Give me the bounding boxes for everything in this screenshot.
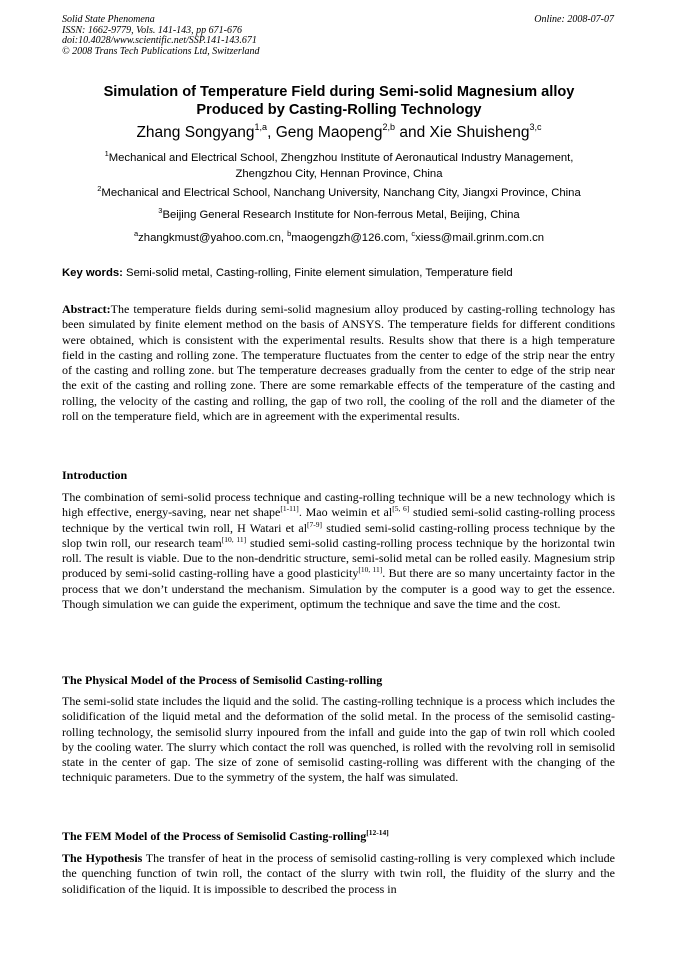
physical-model-paragraph: The semi-solid state includes the liquid and the solid. The casting-rolling technique is a process which includes the solidification of the liquid metal and the deformation of the solid metal. In the process of the semisolid casting-rolling technology, the semisolid slurry inpoured from the infall and guide into the gap of twin roll which cooled by the cooling water. The slurry which contact the roll was quenched, is rolled with the revolving roll in semisolid state in the center of gap. The size of zone of semisolid casting-rolling was different with the changing of the techniquic parameters. Due to the symmetry of the system, the half was simulated. bbox=[62, 694, 615, 785]
doi-line: doi:10.4028/www.scientific.net/SSP.141-143.671 bbox=[62, 35, 257, 46]
affiliation-1-sup: 1 bbox=[104, 149, 109, 159]
author-3: Xie Shuisheng bbox=[429, 124, 530, 141]
affiliation-3-sup: 3 bbox=[158, 206, 163, 216]
hypothesis-paragraph bbox=[62, 851, 615, 897]
abstract bbox=[62, 302, 615, 424]
affiliation-2-text: Mechanical and Electrical School, Nanchang University, Nanchang City, Jiangxi Province, China bbox=[101, 187, 581, 199]
journal-name: Solid State Phenomena bbox=[62, 14, 155, 25]
citation: [10, 11] bbox=[358, 565, 383, 575]
citation: [1-11] bbox=[280, 504, 299, 514]
author-sep-1: , bbox=[267, 124, 276, 141]
author-1-sup: 1,a bbox=[254, 121, 268, 132]
keywords-text: Semi-solid metal, Casting-rolling, Finite element simulation, Temperature field bbox=[122, 267, 513, 279]
author-3-sup: 3,c bbox=[529, 121, 542, 132]
keywords bbox=[62, 265, 616, 281]
physical-model-heading: The Physical Model of the Process of Semisolid Casting-rolling bbox=[62, 673, 383, 687]
email-c: xiess@mail.grinm.com.cn bbox=[415, 232, 545, 244]
introduction-heading: Introduction bbox=[62, 468, 128, 482]
citation: [12-14] bbox=[366, 828, 389, 837]
online-date: Online: 2008-07-07 bbox=[534, 14, 614, 25]
author-list bbox=[62, 121, 616, 142]
author-2: Geng Maopeng bbox=[275, 124, 383, 141]
affiliation-1 bbox=[62, 150, 616, 182]
fem-heading-text: The FEM Model of the Process of Semisolid Casting-rolling bbox=[62, 829, 367, 843]
introduction-paragraph bbox=[62, 490, 615, 612]
abstract-label: Abstract: bbox=[62, 302, 111, 316]
citation: [10, 11] bbox=[221, 534, 247, 544]
journal-header bbox=[62, 15, 260, 57]
intro-text-2: . Mao weimin et al bbox=[298, 505, 393, 520]
affiliation-3-text: Beijing General Research Institute for Non-ferrous Metal, Beijing, China bbox=[162, 209, 520, 221]
abstract-text: The temperature fields during semi-solid magnesium alloy produced by casting-rolling technology has been simulated by finite element method on the basis of ANSYS. The temperature fields for different conditions were obtained, which is consistent with the experimental results. Results show that there is a high temperature field in the casting and rolling zone. The temperature fluctuates from the center to edge of the strip near the entry of the casting and rolling zone. but The temperature decreases gradually from the center to edge of the strip near the exit of the casting and rolling zone. There are some remarkable effects of the temperature of the casting and rolling, the velocity of the casting and rolling, the gap of two roll, the cooling of the roll and the diameter of the roll on the temperature field, which are in agreement with the experimental results. bbox=[62, 302, 615, 424]
intro-text-3: studied semi-solid casting-rolling process technique by the vertical twin roll, H Watari et al bbox=[62, 505, 615, 535]
email-b-sup: b bbox=[287, 229, 292, 239]
affiliation-2 bbox=[62, 185, 616, 201]
intro-text-6: . But there are so many uncertainty factor in the process that we don’t understand the mechanism. Simulation by the computer is a good way to get the essence. Though simulation we can guide the experiment, optimum the technique and save the time and the cost. bbox=[62, 566, 615, 612]
citation: [7-9] bbox=[307, 519, 323, 529]
affiliation-2-sup: 2 bbox=[97, 184, 102, 194]
paper-title bbox=[62, 83, 616, 119]
affiliation-1-line-1: Mechanical and Electrical School, Zhengzhou Institute of Aeronautical Industry Management, bbox=[108, 152, 574, 164]
email-b: maogengzh@126.com, bbox=[291, 232, 412, 244]
fem-model-heading bbox=[62, 829, 615, 844]
email-a: zhangkmust@yahoo.com.cn, bbox=[138, 232, 288, 244]
keywords-label: Key words: bbox=[62, 267, 123, 279]
hypothesis-label: The Hypothesis bbox=[62, 851, 143, 865]
intro-text-4: studied semi-solid casting-rolling process technique by the slop twin roll, our research team bbox=[62, 520, 615, 550]
hypothesis-text: The transfer of heat in the process of semisolid casting-rolling is very complexed which include the quenching function of twin roll, the contact of the slurry with twin roll, the fluidity of the slurry and the solidification of the liquid. It is impossible to described the process in bbox=[62, 851, 615, 896]
issn-line: ISSN: 1662-9779, Vols. 141-143, pp 671-676 bbox=[62, 24, 242, 36]
title-line-1: Simulation of Temperature Field during Semi-solid Magnesium alloy bbox=[103, 84, 575, 100]
intro-text-1: The combination of semi-solid process technique and casting-rolling technique will be a new technology which is high effective, energy-saving, near net shape bbox=[62, 490, 615, 520]
intro-text-5: studied semi-solid casting-rolling process technique by the horizontal twin roll. The result is viable. Due to the non-dendritic structure, semi-solid metal can be rolled easily. Magnesium strip produced by semi-solid casting-rolling have a good plasticity bbox=[62, 535, 615, 581]
affiliation-1-line-2: Zhengzhou City, Hennan Province, China bbox=[235, 168, 443, 180]
email-a-sup: a bbox=[133, 229, 139, 239]
email-c-sup: c bbox=[411, 229, 416, 239]
copyright-line: © 2008 Trans Tech Publications Ltd, Switzerland bbox=[62, 45, 260, 57]
email-line bbox=[62, 230, 616, 246]
author-1: Zhang Songyang bbox=[136, 124, 255, 141]
author-sep-2: and bbox=[395, 124, 430, 141]
citation: [5, 6] bbox=[392, 504, 410, 514]
title-line-2: Produced by Casting-Rolling Technology bbox=[196, 102, 482, 118]
author-2-sup: 2,b bbox=[382, 121, 396, 132]
affiliation-3 bbox=[62, 207, 616, 223]
